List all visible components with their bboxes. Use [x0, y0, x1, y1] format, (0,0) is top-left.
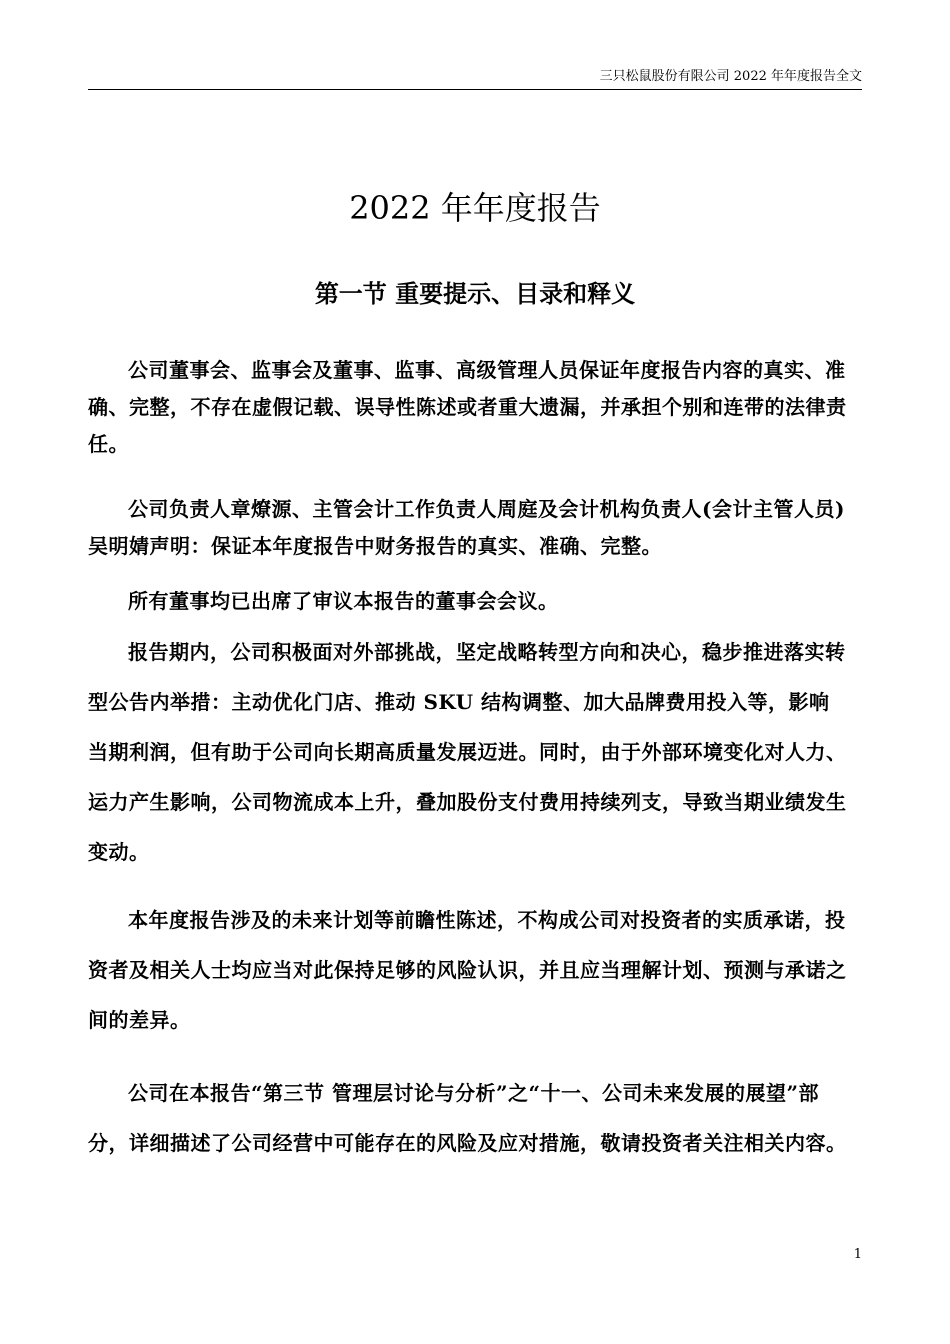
paragraph-board-guarantee: 公司董事会、监事会及董事、监事、高级管理人员保证年度报告内容的真实、准确、完整，不存在虚假记载、误导性陈述或者重大遗漏，并承担个别和连带的法律责任。: [88, 358, 847, 456]
document-title: 2022 年年度报告: [349, 189, 601, 227]
paragraph-directors-attendance: 所有董事均已出席了审议本报告的董事会会议。: [128, 589, 559, 613]
page-number: 1: [853, 1247, 862, 1262]
paragraph-forward-looking-statement: 本年度报告涉及的未来计划等前瞻性陈述，不构成公司对投资者的实质承诺，投资者及相关人士均应当对此保持足够的风险认识，并且应当理解计划、预测与承诺之间的差异。: [88, 908, 847, 1032]
paragraph-risk-reference: 公司在本报告“第三节 管理层讨论与分析”之“十一、公司未来发展的展望”部分，详细描述了公司经营中可能存在的风险及应对措施，敬请投资者关注相关内容。: [88, 1081, 847, 1155]
paragraph-reporting-period: 报告期内，公司积极面对外部挑战，坚定战略转型方向和决心，稳步推进落实转型公告内举措：主动优化门店、推动 SKU 结构调整、加大品牌费用投入等，影响当期利润，但有助于公司向长期高质量发展迈进。同时，由于外部环境变化对人力、运力产生影响，公司物流成本上升，叠加股份支付费用持续列支，导致当期业绩发生变动。: [88, 640, 847, 864]
paragraph-responsible-persons-statement: 公司负责人章燎源、主管会计工作负责人周庭及会计机构负责人(会计主管人员)吴明婧声明：保证本年度报告中财务报告的真实、准确、完整。: [88, 497, 845, 558]
section-title: 第一节 重要提示、目录和释义: [314, 279, 636, 308]
running-header: 三只松鼠股份有限公司 2022 年年度报告全文: [88, 68, 862, 90]
